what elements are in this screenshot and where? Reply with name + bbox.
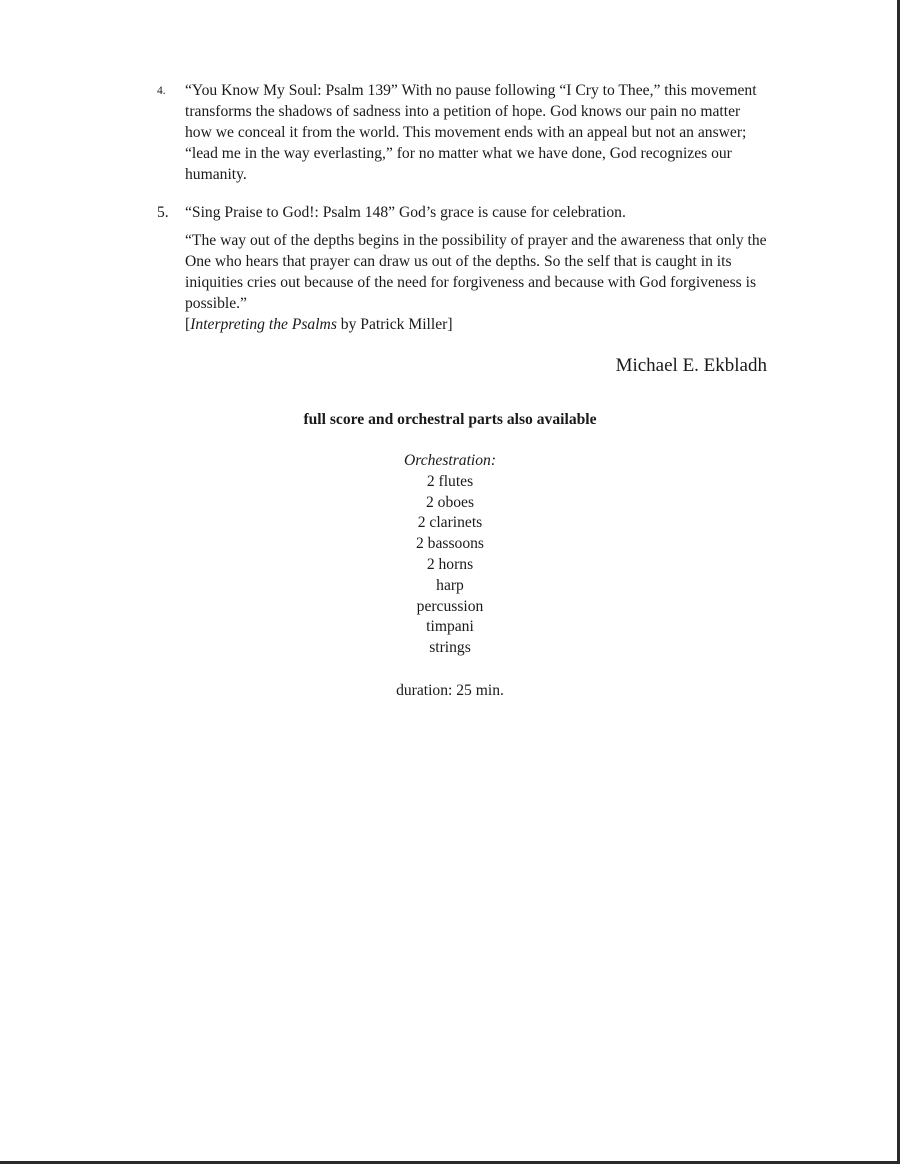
- movement-5-number: 5.: [157, 204, 169, 221]
- citation-rest: by Patrick Miller]: [336, 316, 453, 333]
- instrument-item: 2 flutes: [426, 472, 474, 490]
- instrument-item: percussion: [416, 597, 484, 615]
- movement-4-text: “You Know My Soul: Psalm 139” With no pause following “I Cry to Thee,” this movement transforms the shadows of sadness into a petition of hope. God knows our pain no matter how we conceal it from the world. This movement ends with an appeal but not an answer; “lead me in the way everlasting,” for no matter what we have done, God recognizes our humanity.: [185, 82, 757, 183]
- movement-4-number: 4.: [157, 85, 166, 97]
- quote-citation: [185, 314, 775, 335]
- instrument-item: strings: [429, 639, 471, 657]
- psalm-quote: [185, 230, 775, 335]
- movement-5-text: “Sing Praise to God!: Psalm 148” God’s grace is cause for celebration.: [185, 204, 626, 221]
- orchestration-list: [0, 451, 900, 659]
- availability-note: full score and orchestral parts also available: [303, 411, 597, 428]
- instrument-item: timpani: [426, 618, 474, 636]
- movement-4: [157, 80, 767, 185]
- orchestration-heading: Orchestration:: [403, 452, 497, 469]
- instrument-item: harp: [436, 576, 464, 594]
- instrument-item: 2 oboes: [425, 493, 475, 511]
- citation-title: Interpreting the Psalms: [190, 316, 337, 333]
- instrument-item: 2 bassoons: [415, 535, 484, 553]
- movement-5: [157, 202, 767, 223]
- quote-text: “The way out of the depths begins in the possibility of prayer and the awareness that only the One who hears that prayer can draw us out of the depths. So the self that is caught in its iniquities cries out because of the need for forgiveness and because with God forgiveness is possible.”: [185, 232, 767, 312]
- duration-text: duration: 25 min.: [396, 682, 504, 699]
- citation-open: [: [185, 316, 191, 333]
- instrument-item: 2 horns: [426, 555, 474, 573]
- author-name: Michael E. Ekbladh: [615, 355, 767, 376]
- instrument-item: 2 clarinets: [417, 514, 483, 532]
